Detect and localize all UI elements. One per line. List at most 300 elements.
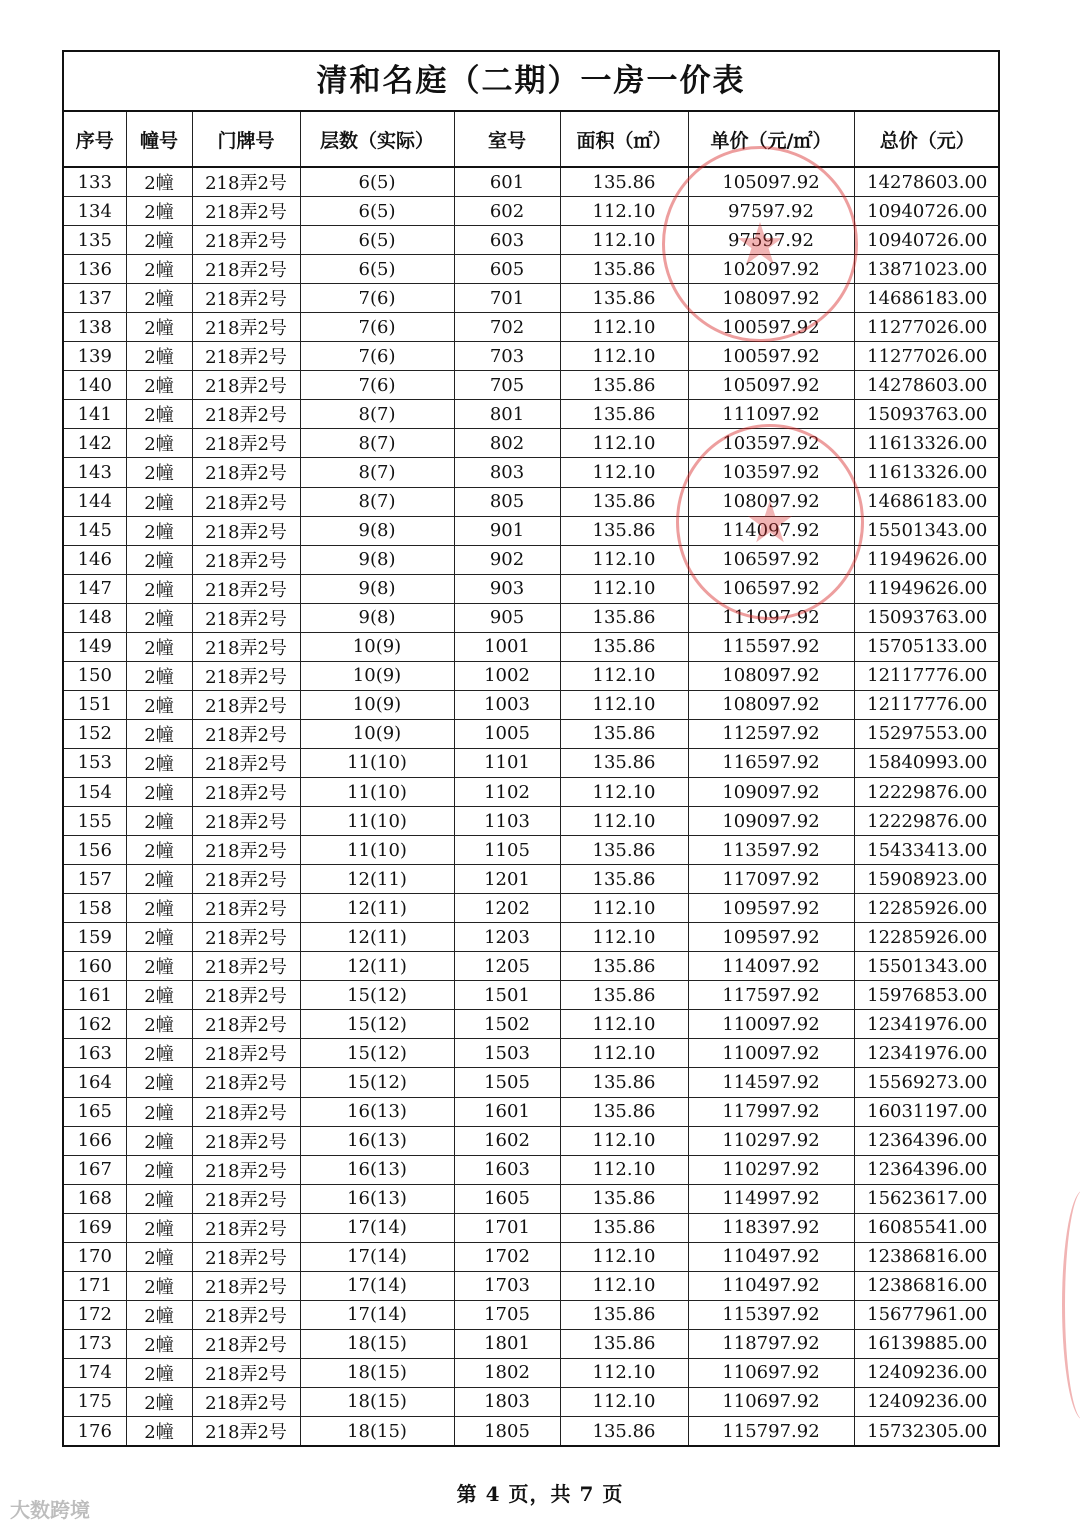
- cell-unit-price: 109597.92: [688, 894, 854, 923]
- cell-unit-price: 114097.92: [688, 516, 854, 545]
- cell-area: 112.10: [560, 429, 688, 458]
- cell-room: 1701: [454, 1213, 560, 1242]
- cell-index: 144: [64, 487, 126, 516]
- cell-door-number: 218弄2号: [192, 255, 300, 284]
- cell-door-number: 218弄2号: [192, 690, 300, 719]
- cell-building: 2幢: [126, 1417, 192, 1446]
- cell-area: 112.10: [560, 894, 688, 923]
- cell-door-number: 218弄2号: [192, 807, 300, 836]
- cell-room: 902: [454, 545, 560, 574]
- cell-floor: 18(15): [300, 1329, 454, 1358]
- table-row: [64, 1417, 1000, 1446]
- cell-room: 1003: [454, 690, 560, 719]
- cell-area: 112.10: [560, 1155, 688, 1184]
- cell-unit-price: 110297.92: [688, 1155, 854, 1184]
- cell-building: 2幢: [126, 255, 192, 284]
- cell-index: 171: [64, 1271, 126, 1300]
- cell-building: 2幢: [126, 1213, 192, 1242]
- cell-total-price: 14278603.00: [854, 167, 1000, 197]
- table-row: [64, 429, 1000, 458]
- cell-room: 1102: [454, 777, 560, 806]
- table-row: [64, 1329, 1000, 1358]
- cell-door-number: 218弄2号: [192, 458, 300, 487]
- cell-door-number: 218弄2号: [192, 400, 300, 429]
- cell-unit-price: 108097.92: [688, 661, 854, 690]
- cell-unit-price: 97597.92: [688, 226, 854, 255]
- cell-area: 135.86: [560, 865, 688, 894]
- cell-room: 1702: [454, 1242, 560, 1271]
- cell-floor: 9(8): [300, 574, 454, 603]
- cell-building: 2幢: [126, 313, 192, 342]
- cell-unit-price: 111097.92: [688, 400, 854, 429]
- cell-room: 903: [454, 574, 560, 603]
- cell-index: 156: [64, 836, 126, 865]
- cell-total-price: 15705133.00: [854, 632, 1000, 661]
- cell-unit-price: 100597.92: [688, 342, 854, 371]
- cell-door-number: 218弄2号: [192, 429, 300, 458]
- cell-unit-price: 110697.92: [688, 1387, 854, 1416]
- cell-room: 1105: [454, 836, 560, 865]
- cell-total-price: 15908923.00: [854, 865, 1000, 894]
- cell-index: 136: [64, 255, 126, 284]
- cell-index: 158: [64, 894, 126, 923]
- table-row: [64, 690, 1000, 719]
- table-row: [64, 894, 1000, 923]
- cell-index: 173: [64, 1329, 126, 1358]
- cell-total-price: 12229876.00: [854, 777, 1000, 806]
- cell-building: 2幢: [126, 1068, 192, 1097]
- table-row: [64, 516, 1000, 545]
- cell-room: 905: [454, 603, 560, 632]
- cell-room: 1603: [454, 1155, 560, 1184]
- cell-door-number: 218弄2号: [192, 313, 300, 342]
- cell-door-number: 218弄2号: [192, 894, 300, 923]
- cell-building: 2幢: [126, 1242, 192, 1271]
- table-row: [64, 458, 1000, 487]
- cell-floor: 17(14): [300, 1300, 454, 1329]
- cell-building: 2幢: [126, 1039, 192, 1068]
- header-unit-price: 单价（元/㎡）: [688, 112, 854, 167]
- cell-floor: 8(7): [300, 458, 454, 487]
- cell-area: 135.86: [560, 1417, 688, 1446]
- cell-room: 1502: [454, 1010, 560, 1039]
- cell-unit-price: 117597.92: [688, 981, 854, 1010]
- cell-index: 148: [64, 603, 126, 632]
- cell-index: 154: [64, 777, 126, 806]
- cell-total-price: 12386816.00: [854, 1242, 1000, 1271]
- cell-area: 112.10: [560, 807, 688, 836]
- cell-area: 112.10: [560, 458, 688, 487]
- cell-area: 135.86: [560, 748, 688, 777]
- cell-index: 168: [64, 1184, 126, 1213]
- cell-building: 2幢: [126, 545, 192, 574]
- header-building: 幢号: [126, 112, 192, 167]
- cell-floor: 11(10): [300, 836, 454, 865]
- cell-total-price: 15297553.00: [854, 719, 1000, 748]
- cell-floor: 9(8): [300, 603, 454, 632]
- table-row: [64, 255, 1000, 284]
- cell-floor: 9(8): [300, 545, 454, 574]
- cell-area: 112.10: [560, 226, 688, 255]
- cell-door-number: 218弄2号: [192, 1068, 300, 1097]
- page-footer: 第 4 页，共 7 页: [456, 1482, 624, 1506]
- cell-total-price: 11277026.00: [854, 313, 1000, 342]
- cell-area: 135.86: [560, 284, 688, 313]
- cell-unit-price: 108097.92: [688, 284, 854, 313]
- cell-building: 2幢: [126, 284, 192, 313]
- cell-door-number: 218弄2号: [192, 748, 300, 777]
- cell-room: 703: [454, 342, 560, 371]
- cell-room: 1101: [454, 748, 560, 777]
- cell-total-price: 10940726.00: [854, 197, 1000, 226]
- cell-index: 162: [64, 1010, 126, 1039]
- cell-unit-price: 110097.92: [688, 1039, 854, 1068]
- cell-unit-price: 105097.92: [688, 371, 854, 400]
- cell-total-price: 12229876.00: [854, 807, 1000, 836]
- cell-building: 2幢: [126, 429, 192, 458]
- cell-total-price: 15433413.00: [854, 836, 1000, 865]
- cell-room: 1505: [454, 1068, 560, 1097]
- cell-area: 112.10: [560, 1126, 688, 1155]
- cell-door-number: 218弄2号: [192, 603, 300, 632]
- cell-total-price: 11949626.00: [854, 574, 1000, 603]
- cell-unit-price: 105097.92: [688, 167, 854, 197]
- cell-building: 2幢: [126, 865, 192, 894]
- cell-unit-price: 108097.92: [688, 487, 854, 516]
- table-row: [64, 167, 1000, 197]
- cell-door-number: 218弄2号: [192, 661, 300, 690]
- table-row: [64, 836, 1000, 865]
- table-row: [64, 1039, 1000, 1068]
- cell-building: 2幢: [126, 197, 192, 226]
- table-row: [64, 1300, 1000, 1329]
- cell-room: 1605: [454, 1184, 560, 1213]
- cell-total-price: 12117776.00: [854, 661, 1000, 690]
- cell-index: 140: [64, 371, 126, 400]
- table-row: [64, 574, 1000, 603]
- cell-unit-price: 109097.92: [688, 807, 854, 836]
- cell-floor: 6(5): [300, 255, 454, 284]
- cell-room: 601: [454, 167, 560, 197]
- cell-floor: 12(11): [300, 865, 454, 894]
- cell-unit-price: 106597.92: [688, 574, 854, 603]
- cell-total-price: 14686183.00: [854, 487, 1000, 516]
- table-row: [64, 1387, 1000, 1416]
- cell-floor: 17(14): [300, 1271, 454, 1300]
- cell-room: 803: [454, 458, 560, 487]
- cell-door-number: 218弄2号: [192, 1126, 300, 1155]
- cell-area: 135.86: [560, 1329, 688, 1358]
- cell-area: 112.10: [560, 313, 688, 342]
- cell-unit-price: 102097.92: [688, 255, 854, 284]
- cell-door-number: 218弄2号: [192, 1242, 300, 1271]
- cell-floor: 17(14): [300, 1242, 454, 1271]
- cell-index: 137: [64, 284, 126, 313]
- cell-building: 2幢: [126, 923, 192, 952]
- cell-total-price: 15501343.00: [854, 952, 1000, 981]
- table-row: [64, 777, 1000, 806]
- cell-door-number: 218弄2号: [192, 1387, 300, 1416]
- cell-total-price: 15840993.00: [854, 748, 1000, 777]
- cell-unit-price: 118397.92: [688, 1213, 854, 1242]
- cell-area: 112.10: [560, 342, 688, 371]
- cell-room: 1203: [454, 923, 560, 952]
- table-row: [64, 1271, 1000, 1300]
- cell-door-number: 218弄2号: [192, 371, 300, 400]
- cell-floor: 15(12): [300, 981, 454, 1010]
- cell-index: 174: [64, 1358, 126, 1387]
- cell-floor: 6(5): [300, 226, 454, 255]
- table-row: [64, 1068, 1000, 1097]
- cell-floor: 16(13): [300, 1126, 454, 1155]
- cell-area: 135.86: [560, 603, 688, 632]
- cell-area: 112.10: [560, 777, 688, 806]
- cell-total-price: 16085541.00: [854, 1213, 1000, 1242]
- table-row: [64, 1126, 1000, 1155]
- cell-total-price: 11277026.00: [854, 342, 1000, 371]
- cell-room: 602: [454, 197, 560, 226]
- table-row: [64, 603, 1000, 632]
- table-row: [64, 807, 1000, 836]
- cell-floor: 10(9): [300, 690, 454, 719]
- cell-building: 2幢: [126, 1271, 192, 1300]
- cell-index: 138: [64, 313, 126, 342]
- cell-unit-price: 108097.92: [688, 690, 854, 719]
- cell-door-number: 218弄2号: [192, 226, 300, 255]
- cell-building: 2幢: [126, 894, 192, 923]
- cell-floor: 10(9): [300, 719, 454, 748]
- cell-index: 176: [64, 1417, 126, 1446]
- cell-door-number: 218弄2号: [192, 516, 300, 545]
- cell-floor: 7(6): [300, 342, 454, 371]
- cell-floor: 6(5): [300, 197, 454, 226]
- cell-index: 163: [64, 1039, 126, 1068]
- table-row: [64, 1242, 1000, 1271]
- cell-index: 169: [64, 1213, 126, 1242]
- header-area: 面积（㎡）: [560, 112, 688, 167]
- cell-index: 161: [64, 981, 126, 1010]
- cell-floor: 16(13): [300, 1155, 454, 1184]
- cell-total-price: 12409236.00: [854, 1387, 1000, 1416]
- table-row: [64, 981, 1000, 1010]
- cell-room: 1503: [454, 1039, 560, 1068]
- cell-building: 2幢: [126, 1329, 192, 1358]
- cell-floor: 10(9): [300, 632, 454, 661]
- cell-floor: 7(6): [300, 284, 454, 313]
- cell-index: 147: [64, 574, 126, 603]
- cell-room: 801: [454, 400, 560, 429]
- cell-index: 134: [64, 197, 126, 226]
- cell-area: 135.86: [560, 1300, 688, 1329]
- cell-building: 2幢: [126, 1300, 192, 1329]
- cell-floor: 7(6): [300, 371, 454, 400]
- cell-unit-price: 114097.92: [688, 952, 854, 981]
- cell-total-price: 12117776.00: [854, 690, 1000, 719]
- cell-door-number: 218弄2号: [192, 284, 300, 313]
- cell-total-price: 15501343.00: [854, 516, 1000, 545]
- cell-index: 149: [64, 632, 126, 661]
- cell-floor: 12(11): [300, 894, 454, 923]
- cell-door-number: 218弄2号: [192, 1329, 300, 1358]
- cell-total-price: 11613326.00: [854, 429, 1000, 458]
- cell-door-number: 218弄2号: [192, 1300, 300, 1329]
- table-row: [64, 1010, 1000, 1039]
- cell-index: 172: [64, 1300, 126, 1329]
- cell-door-number: 218弄2号: [192, 487, 300, 516]
- header-total-price: 总价（元）: [854, 112, 1000, 167]
- table-row: [64, 865, 1000, 894]
- cell-building: 2幢: [126, 487, 192, 516]
- cell-index: 166: [64, 1126, 126, 1155]
- cell-total-price: 14686183.00: [854, 284, 1000, 313]
- cell-building: 2幢: [126, 1097, 192, 1126]
- cell-total-price: 10940726.00: [854, 226, 1000, 255]
- cell-area: 135.86: [560, 1068, 688, 1097]
- cell-room: 1802: [454, 1358, 560, 1387]
- table-header-row: [64, 112, 1000, 167]
- cell-area: 112.10: [560, 1387, 688, 1416]
- table-row: [64, 487, 1000, 516]
- cell-floor: 11(10): [300, 748, 454, 777]
- cell-door-number: 218弄2号: [192, 1039, 300, 1068]
- cell-area: 112.10: [560, 661, 688, 690]
- cell-room: 1201: [454, 865, 560, 894]
- table-row: [64, 313, 1000, 342]
- cell-unit-price: 113597.92: [688, 836, 854, 865]
- table-row: [64, 1213, 1000, 1242]
- cell-door-number: 218弄2号: [192, 632, 300, 661]
- cell-index: 175: [64, 1387, 126, 1416]
- cell-unit-price: 103597.92: [688, 458, 854, 487]
- cell-unit-price: 109597.92: [688, 923, 854, 952]
- cell-area: 135.86: [560, 1184, 688, 1213]
- cell-total-price: 11613326.00: [854, 458, 1000, 487]
- cell-building: 2幢: [126, 574, 192, 603]
- cell-room: 1703: [454, 1271, 560, 1300]
- cell-area: 135.86: [560, 981, 688, 1010]
- table-row: [64, 748, 1000, 777]
- cell-floor: 17(14): [300, 1213, 454, 1242]
- cell-total-price: 11949626.00: [854, 545, 1000, 574]
- cell-door-number: 218弄2号: [192, 1213, 300, 1242]
- cell-room: 1005: [454, 719, 560, 748]
- cell-floor: 6(5): [300, 167, 454, 197]
- cell-area: 112.10: [560, 197, 688, 226]
- table-row: [64, 661, 1000, 690]
- cell-door-number: 218弄2号: [192, 865, 300, 894]
- cell-index: 146: [64, 545, 126, 574]
- table-row: [64, 400, 1000, 429]
- cell-door-number: 218弄2号: [192, 719, 300, 748]
- cell-door-number: 218弄2号: [192, 1097, 300, 1126]
- table-row: [64, 545, 1000, 574]
- cell-index: 135: [64, 226, 126, 255]
- cell-index: 157: [64, 865, 126, 894]
- cell-index: 167: [64, 1155, 126, 1184]
- cell-unit-price: 109097.92: [688, 777, 854, 806]
- cell-building: 2幢: [126, 603, 192, 632]
- cell-index: 150: [64, 661, 126, 690]
- cell-building: 2幢: [126, 1358, 192, 1387]
- cell-area: 112.10: [560, 690, 688, 719]
- cell-floor: 15(12): [300, 1068, 454, 1097]
- cell-area: 135.86: [560, 836, 688, 865]
- cell-door-number: 218弄2号: [192, 952, 300, 981]
- cell-unit-price: 115797.92: [688, 1417, 854, 1446]
- cell-total-price: 15569273.00: [854, 1068, 1000, 1097]
- cell-floor: 10(9): [300, 661, 454, 690]
- cell-area: 135.86: [560, 167, 688, 197]
- cell-total-price: 12409236.00: [854, 1358, 1000, 1387]
- cell-building: 2幢: [126, 226, 192, 255]
- cell-building: 2幢: [126, 1126, 192, 1155]
- header-index: 序号: [64, 112, 126, 167]
- cell-room: 1803: [454, 1387, 560, 1416]
- cell-door-number: 218弄2号: [192, 167, 300, 197]
- cell-total-price: 13871023.00: [854, 255, 1000, 284]
- cell-floor: 18(15): [300, 1417, 454, 1446]
- cell-unit-price: 110297.92: [688, 1126, 854, 1155]
- cell-door-number: 218弄2号: [192, 1358, 300, 1387]
- cell-building: 2幢: [126, 632, 192, 661]
- cell-area: 135.86: [560, 719, 688, 748]
- cell-room: 805: [454, 487, 560, 516]
- cell-index: 170: [64, 1242, 126, 1271]
- cell-total-price: 12285926.00: [854, 923, 1000, 952]
- cell-unit-price: 112597.92: [688, 719, 854, 748]
- cell-room: 1002: [454, 661, 560, 690]
- cell-index: 160: [64, 952, 126, 981]
- cell-area: 135.86: [560, 255, 688, 284]
- cell-building: 2幢: [126, 952, 192, 981]
- cell-room: 702: [454, 313, 560, 342]
- cell-door-number: 218弄2号: [192, 981, 300, 1010]
- cell-area: 112.10: [560, 1358, 688, 1387]
- cell-index: 141: [64, 400, 126, 429]
- cell-door-number: 218弄2号: [192, 342, 300, 371]
- cell-total-price: 12386816.00: [854, 1271, 1000, 1300]
- cell-total-price: 15976853.00: [854, 981, 1000, 1010]
- cell-unit-price: 110497.92: [688, 1271, 854, 1300]
- cell-floor: 11(10): [300, 807, 454, 836]
- cell-door-number: 218弄2号: [192, 1417, 300, 1446]
- cell-building: 2幢: [126, 1010, 192, 1039]
- table-row: [64, 226, 1000, 255]
- cell-floor: 18(15): [300, 1387, 454, 1416]
- cell-area: 112.10: [560, 545, 688, 574]
- table-row: [64, 632, 1000, 661]
- cell-unit-price: 115597.92: [688, 632, 854, 661]
- cell-index: 153: [64, 748, 126, 777]
- cell-room: 1602: [454, 1126, 560, 1155]
- cell-building: 2幢: [126, 458, 192, 487]
- cell-building: 2幢: [126, 748, 192, 777]
- cell-index: 133: [64, 167, 126, 197]
- table-row: [64, 923, 1000, 952]
- cell-area: 112.10: [560, 923, 688, 952]
- cell-building: 2幢: [126, 1387, 192, 1416]
- table-row: [64, 1184, 1000, 1213]
- cell-door-number: 218弄2号: [192, 545, 300, 574]
- cell-area: 112.10: [560, 1010, 688, 1039]
- cell-unit-price: 110497.92: [688, 1242, 854, 1271]
- cell-area: 112.10: [560, 1271, 688, 1300]
- cell-room: 701: [454, 284, 560, 313]
- cell-door-number: 218弄2号: [192, 836, 300, 865]
- cell-index: 139: [64, 342, 126, 371]
- table-row: [64, 1358, 1000, 1387]
- cell-area: 112.10: [560, 1039, 688, 1068]
